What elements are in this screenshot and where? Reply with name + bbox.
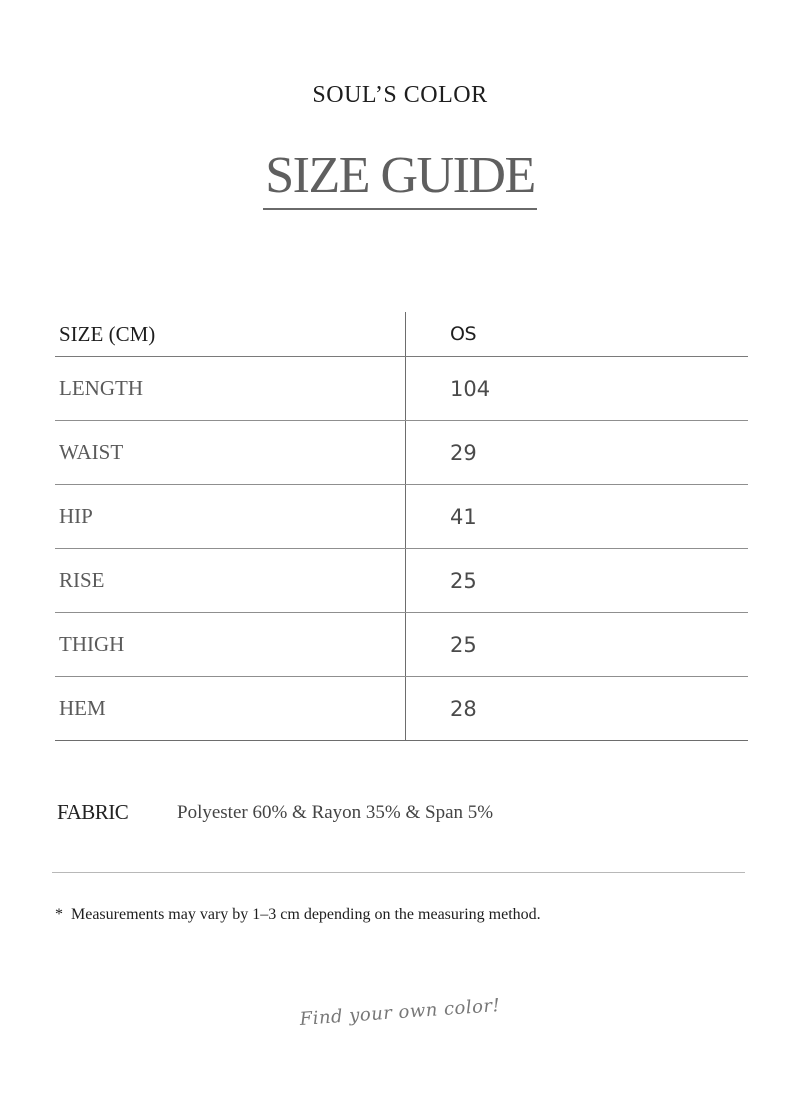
note-asterisk: *	[55, 906, 63, 923]
note-text: Measurements may vary by 1–3 cm depending on the measuring method.	[71, 906, 541, 923]
fabric-composition: Polyester 60% & Rayon 35% & Span 5%	[177, 802, 494, 823]
table-row	[55, 485, 748, 549]
row-label: LENGTH	[55, 357, 406, 421]
tagline: Find your own color!	[299, 995, 501, 1030]
title-wrap	[0, 146, 800, 210]
page-title: SIZE GUIDE	[263, 146, 537, 210]
table-row	[55, 613, 748, 677]
table-row	[55, 677, 748, 741]
row-value: 41	[406, 485, 749, 549]
header-size-label: SIZE (CM)	[55, 312, 406, 357]
table-row	[55, 421, 748, 485]
row-label: HEM	[55, 677, 406, 741]
row-value: 25	[406, 549, 749, 613]
row-value: 28	[406, 677, 749, 741]
measurement-note	[55, 906, 541, 924]
row-label: WAIST	[55, 421, 406, 485]
row-value: 25	[406, 613, 749, 677]
row-value: 104	[406, 357, 749, 421]
row-label: HIP	[55, 485, 406, 549]
row-label: RISE	[55, 549, 406, 613]
row-label: THIGH	[55, 613, 406, 677]
table-row	[55, 549, 748, 613]
brand-name: SOUL’S COLOR	[312, 82, 488, 108]
header-size-os: OS	[406, 312, 749, 357]
section-divider	[52, 872, 745, 873]
table-header-row	[55, 312, 748, 357]
row-value: 29	[406, 421, 749, 485]
fabric-label: FABRIC	[57, 800, 129, 824]
table-row	[55, 357, 748, 421]
size-table	[55, 312, 748, 741]
